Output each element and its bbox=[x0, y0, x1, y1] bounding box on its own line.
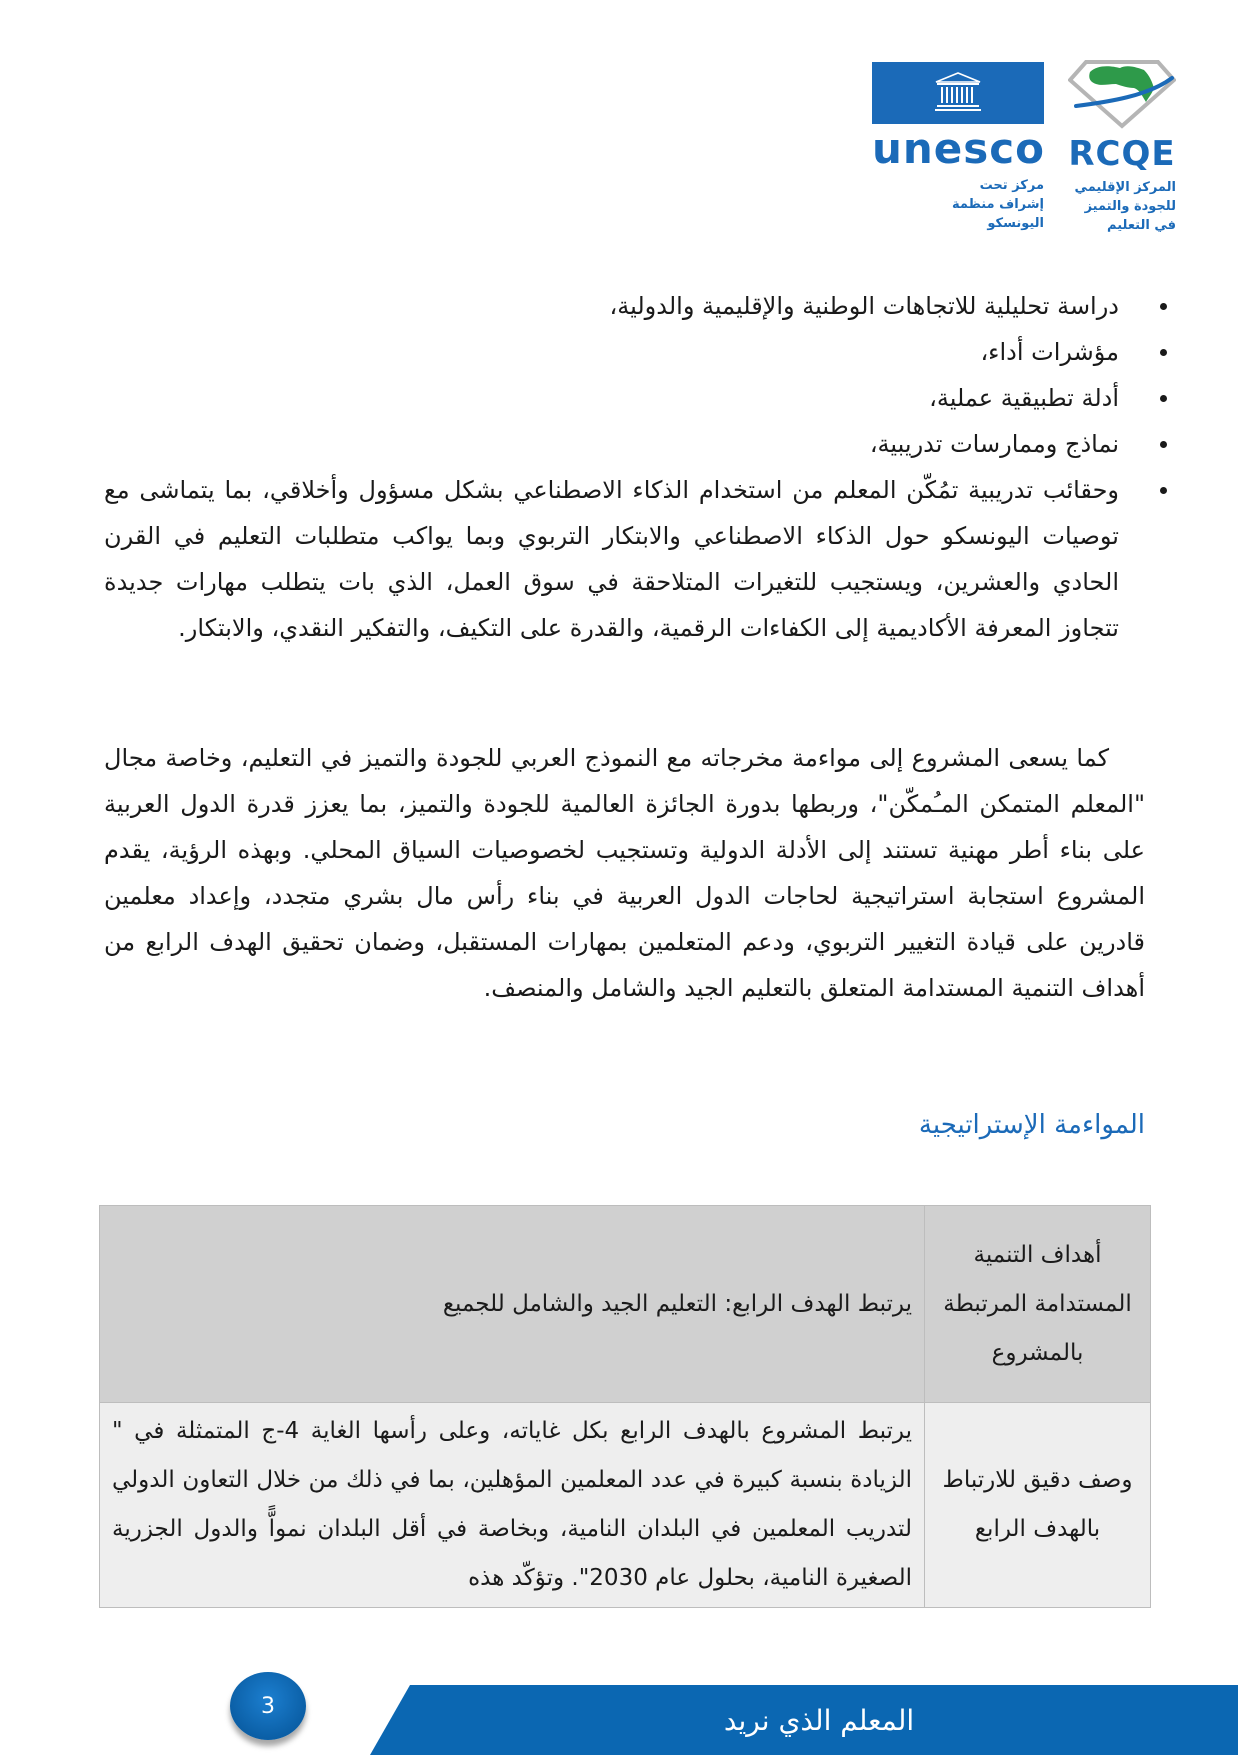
table-row bbox=[100, 1206, 1151, 1403]
list-item-text: وحقائب تدريبية تمُكّن المعلم من استخدام الذكاء الاصطناعي بشكل مسؤول وأخلاقي، بما يتماشى مع توصيات اليونسكو حول الذكاء الاصطناعي والابتكار التربوي وبما يواكب متطلبات التعليم في القرن الحادي والعشرين، ويستجيب للتغيرات المتلاحقة في سوق العمل، الذي بات يتطلب مهارات جديدة تتجاوز المعرفة الأكاديمية إلى الكفاءات الرقمية، والقدرة على التكيف، والتفكير النقدي، والابتكار. bbox=[104, 476, 1119, 642]
rcqe-subtitle-line: في التعليم bbox=[1107, 218, 1176, 233]
bullet-icon bbox=[1160, 487, 1167, 494]
bullet-icon bbox=[1160, 303, 1167, 310]
table-row bbox=[100, 1403, 1151, 1608]
unesco-subtitle-line: اليونسكو bbox=[987, 216, 1044, 231]
strategic-alignment-table bbox=[99, 1205, 1151, 1608]
list-item-text: نماذج وممارسات تدريبية، bbox=[869, 430, 1119, 458]
table-row-content: يرتبط المشروع بالهدف الرابع بكل غاياته، وعلى رأسها الغاية 4-ج المتمثلة في " الزيادة بنسبة كبيرة في عدد المعلمين المؤهلين، بما في ذلك من خلال التعاون الدولي لتدريب المعلمين في البلدان النامية، وبخاصة في أقل البلدان نمواًّ والدول الجزرية الصغيرة النامية، بحلول عام 2030". وتؤكّد هذه bbox=[100, 1403, 925, 1608]
list-item bbox=[104, 421, 1119, 467]
list-item bbox=[104, 467, 1119, 651]
list-item-text: مؤشرات أداء، bbox=[980, 338, 1119, 366]
unesco-subtitle bbox=[872, 176, 1044, 233]
unesco-subtitle-line: مركز تحت bbox=[979, 178, 1044, 193]
list-item-text: أدلة تطبيقية عملية، bbox=[929, 384, 1119, 412]
list-item bbox=[104, 283, 1119, 329]
unesco-emblem bbox=[872, 62, 1044, 124]
rcqe-subtitle-line: للجودة والتميز bbox=[1084, 199, 1176, 214]
section-title: المواءمة الإستراتيجية bbox=[918, 1110, 1145, 1140]
rcqe-logo bbox=[1068, 58, 1176, 235]
list-item bbox=[104, 329, 1119, 375]
table-row-content: يرتبط الهدف الرابع: التعليم الجيد والشامل للجميع bbox=[100, 1206, 925, 1403]
unesco-subtitle-line: إشراف منظمة bbox=[951, 197, 1044, 212]
unesco-logo bbox=[872, 62, 1044, 233]
rcqe-diamond-map-icon bbox=[1068, 58, 1176, 130]
rcqe-wordmark: RCQE bbox=[1068, 134, 1176, 174]
table-row-label: وصف دقيق للارتباط بالهدف الرابع bbox=[925, 1403, 1151, 1608]
page-number-badge: 3 bbox=[230, 1672, 306, 1740]
table-row-label: أهداف التنمية المستدامة المرتبطة بالمشروع bbox=[925, 1206, 1151, 1403]
list-item bbox=[104, 375, 1119, 421]
bullet-icon bbox=[1160, 441, 1167, 448]
alignment-paragraph: كما يسعى المشروع إلى مواءمة مخرجاته مع النموذج العربي للجودة والتميز في التعليم، وخاصة مجال "المعلم المتمكن المـُمكّن"، وربطها بدورة الجائزة العالمية للجودة والتميز، بما يعزز قدرة الدول العربية على بناء أطر مهنية تستند إلى الأدلة الدولية وتستجيب لخصوصيات السياق المحلي. وبهذه الرؤية، يقدم المشروع استجابة استراتيجية لحاجات الدول العربية في بناء رأس مال بشري متجدد، وإعداد معلمين قادرين على قيادة التغيير التربوي، ودعم المتعلمين بمهارات المستقبل، وضمان تحقيق الهدف الرابع من أهداف التنمية المستدامة المتعلق بالتعليم الجيد والشامل والمنصف. bbox=[104, 744, 1145, 1002]
bullet-icon bbox=[1160, 349, 1167, 356]
deliverables-list bbox=[104, 283, 1119, 651]
bullet-icon bbox=[1160, 395, 1167, 402]
rcqe-subtitle-line: المركز الإقليمي bbox=[1074, 180, 1176, 195]
unesco-wordmark: unesco bbox=[872, 124, 1046, 173]
rcqe-subtitle bbox=[1068, 178, 1176, 235]
list-item-text: دراسة تحليلية للاتجاهات الوطنية والإقليمية والدولية، bbox=[609, 292, 1119, 320]
unesco-temple-icon bbox=[934, 72, 982, 114]
footer-title: المعلم الذي نريد bbox=[723, 1703, 915, 1737]
